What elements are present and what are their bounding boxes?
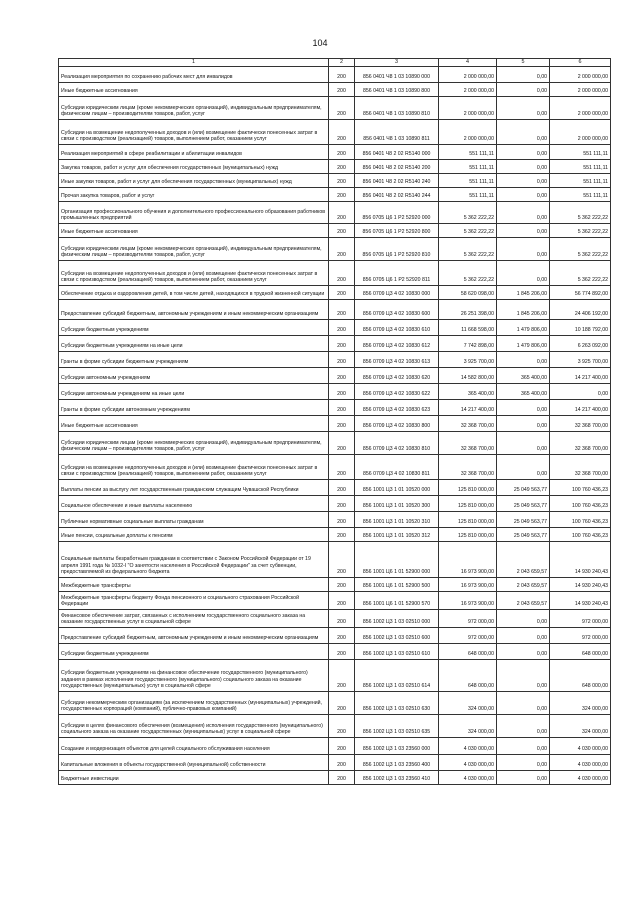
row-amount-cell: 972 000,00 bbox=[439, 609, 497, 627]
row-amount-cell: 4 030 000,00 bbox=[439, 737, 497, 754]
row-change-cell: 0,00 bbox=[497, 659, 550, 691]
row-code-cell: 200 bbox=[329, 367, 355, 383]
row-code-cell: 200 bbox=[329, 66, 355, 82]
row-name-cell: Межбюджетные трансферты бюджету Фонда пенсионного и социального страхования Российской Федерации bbox=[59, 591, 329, 609]
row-change-cell: 0,00 bbox=[497, 201, 550, 223]
row-code-cell: 200 bbox=[329, 299, 355, 319]
row-total-cell: 0,00 bbox=[550, 383, 611, 399]
row-total-cell: 551 111,11 bbox=[550, 187, 611, 201]
row-name-cell: Субсидии бюджетным учреждениям на финансовое обеспечение государственного (муниципального) задания в рамках исполнения государственного (муниципального) социального заказа на оказание государственных (муниципальных) услуг в социальной сфере bbox=[59, 659, 329, 691]
row-change-cell: 0,00 bbox=[497, 754, 550, 770]
row-amount-cell: 4 030 000,00 bbox=[439, 754, 497, 770]
row-code-cell: 200 bbox=[329, 144, 355, 159]
row-kbk-cell: 856 1002 Ц3 1 03 02510 600 bbox=[355, 627, 439, 643]
row-total-cell: 324 000,00 bbox=[550, 691, 611, 714]
table-row bbox=[59, 299, 611, 319]
row-kbk-cell: 856 0705 Ц6 1 P2 52920 800 bbox=[355, 223, 439, 237]
row-change-cell: 0,00 bbox=[497, 119, 550, 144]
row-kbk-cell: 856 1001 Ц3 1 01 10520 310 bbox=[355, 511, 439, 527]
row-amount-cell: 648 000,00 bbox=[439, 643, 497, 659]
row-total-cell: 4 030 000,00 bbox=[550, 737, 611, 754]
row-change-cell: 0,00 bbox=[497, 609, 550, 627]
row-code-cell: 200 bbox=[329, 159, 355, 173]
row-change-cell: 2 043 659,57 bbox=[497, 577, 550, 591]
row-total-cell: 5 362 222,22 bbox=[550, 201, 611, 223]
row-kbk-cell: 856 1002 Ц3 1 03 23560 410 bbox=[355, 770, 439, 784]
table-row bbox=[59, 643, 611, 659]
row-kbk-cell: 856 0401 Ч8 2 02 R5140 244 bbox=[355, 187, 439, 201]
table-row bbox=[59, 527, 611, 541]
row-kbk-cell: 856 0709 Ц3 4 02 10830 811 bbox=[355, 454, 439, 479]
row-name-cell: Субсидии автономным учреждениям bbox=[59, 367, 329, 383]
row-kbk-cell: 856 0709 Ц3 4 02 10830 613 bbox=[355, 351, 439, 367]
table-row bbox=[59, 591, 611, 609]
table-row bbox=[59, 335, 611, 351]
row-code-cell: 200 bbox=[329, 754, 355, 770]
row-name-cell: Субсидии на возмещение недополученных доходов и (или) возмещение фактически понесенных затрат в связи с производством (реализацией) товаров, выполнением работ, оказанием услуг bbox=[59, 119, 329, 144]
row-kbk-cell: 856 1002 Ц3 1 03 02510 630 bbox=[355, 691, 439, 714]
row-name-cell: Субсидии некоммерческим организациям (за исключением государственных (муниципальных) учреждений, государственных корпораций (компаний), публично-правовых компаний) bbox=[59, 691, 329, 714]
row-change-cell: 0,00 bbox=[497, 714, 550, 737]
row-name-cell: Реализация мероприятия по сохранению рабочих мест для инвалидов bbox=[59, 66, 329, 82]
table-row bbox=[59, 351, 611, 367]
row-kbk-cell: 856 0401 Ч8 1 03 10890 800 bbox=[355, 82, 439, 96]
row-amount-cell: 972 000,00 bbox=[439, 627, 497, 643]
table-row bbox=[59, 431, 611, 454]
table-header-row bbox=[59, 59, 611, 67]
row-amount-cell: 3 925 700,00 bbox=[439, 351, 497, 367]
row-change-cell: 0,00 bbox=[497, 399, 550, 415]
row-total-cell: 100 760 436,23 bbox=[550, 479, 611, 495]
row-code-cell: 200 bbox=[329, 285, 355, 299]
table-body bbox=[59, 66, 611, 784]
row-total-cell: 14 930 240,43 bbox=[550, 591, 611, 609]
row-name-cell: Бюджетные инвестиции bbox=[59, 770, 329, 784]
row-total-cell: 5 362 222,22 bbox=[550, 223, 611, 237]
row-amount-cell: 26 251 398,00 bbox=[439, 299, 497, 319]
row-code-cell: 200 bbox=[329, 173, 355, 187]
row-total-cell: 3 925 700,00 bbox=[550, 351, 611, 367]
row-change-cell: 365 400,00 bbox=[497, 367, 550, 383]
row-amount-cell: 32 368 700,00 bbox=[439, 415, 497, 431]
table-row bbox=[59, 737, 611, 754]
row-code-cell: 200 bbox=[329, 335, 355, 351]
row-change-cell: 2 043 659,57 bbox=[497, 541, 550, 577]
row-total-cell: 56 774 892,00 bbox=[550, 285, 611, 299]
row-total-cell: 5 362 222,22 bbox=[550, 237, 611, 260]
row-total-cell: 32 368 700,00 bbox=[550, 431, 611, 454]
table-row bbox=[59, 383, 611, 399]
row-code-cell: 200 bbox=[329, 201, 355, 223]
row-kbk-cell: 856 0709 Ц3 4 02 10830 622 bbox=[355, 383, 439, 399]
row-kbk-cell: 856 0401 Ч8 1 03 10890 811 bbox=[355, 119, 439, 144]
row-code-cell: 200 bbox=[329, 714, 355, 737]
row-name-cell: Субсидии юридическим лицам (кроме некоммерческих организаций), индивидуальным предпринимателям, физическим лицам – производителям товаров, работ, услуг bbox=[59, 96, 329, 119]
row-kbk-cell: 856 1002 Ц3 1 03 02510 635 bbox=[355, 714, 439, 737]
table-row bbox=[59, 82, 611, 96]
row-kbk-cell: 856 0401 Ч8 2 02 R5140 200 bbox=[355, 159, 439, 173]
row-code-cell: 200 bbox=[329, 454, 355, 479]
row-name-cell: Субсидии на возмещение недополученных доходов и (или) возмещение фактически понесенных затрат в связи с производством (реализацией) товаров, выполнением работ, оказанием услуг bbox=[59, 260, 329, 285]
row-kbk-cell: 856 1002 Ц3 1 03 23560 400 bbox=[355, 754, 439, 770]
table-row bbox=[59, 144, 611, 159]
row-code-cell: 200 bbox=[329, 223, 355, 237]
row-name-cell: Предоставление субсидий бюджетным, автономным учреждениям и иным некоммерческим организациям bbox=[59, 627, 329, 643]
row-name-cell: Субсидии бюджетным учреждениям на иные цели bbox=[59, 335, 329, 351]
row-name-cell: Обеспечение отдыха и оздоровления детей, в том числе детей, находящихся в трудной жизненной ситуации bbox=[59, 285, 329, 299]
row-total-cell: 2 000 000,00 bbox=[550, 66, 611, 82]
table-row bbox=[59, 66, 611, 82]
table-row bbox=[59, 201, 611, 223]
table-row bbox=[59, 577, 611, 591]
row-kbk-cell: 856 1001 Ц6 1 01 52900 000 bbox=[355, 541, 439, 577]
table-row bbox=[59, 627, 611, 643]
row-total-cell: 551 111,11 bbox=[550, 159, 611, 173]
table-row bbox=[59, 691, 611, 714]
row-total-cell: 648 000,00 bbox=[550, 659, 611, 691]
row-code-cell: 200 bbox=[329, 591, 355, 609]
row-change-cell: 25 049 563,77 bbox=[497, 511, 550, 527]
column-header: 3 bbox=[355, 59, 439, 67]
row-amount-cell: 32 368 700,00 bbox=[439, 454, 497, 479]
row-kbk-cell: 856 0705 Ц6 1 P2 52920 810 bbox=[355, 237, 439, 260]
row-code-cell: 200 bbox=[329, 737, 355, 754]
row-change-cell: 365 400,00 bbox=[497, 383, 550, 399]
row-name-cell: Создание и модернизация объектов для целей социального обслуживания населения bbox=[59, 737, 329, 754]
row-name-cell: Прочая закупка товаров, работ и услуг bbox=[59, 187, 329, 201]
row-code-cell: 200 bbox=[329, 541, 355, 577]
row-change-cell: 0,00 bbox=[497, 431, 550, 454]
row-name-cell: Публичные нормативные социальные выплаты гражданам bbox=[59, 511, 329, 527]
row-name-cell: Субсидии юридическим лицам (кроме некоммерческих организаций), индивидуальным предпринимателям, физическим лицам – производителям товаров, работ, услуг bbox=[59, 237, 329, 260]
table-row bbox=[59, 511, 611, 527]
row-amount-cell: 2 000 000,00 bbox=[439, 66, 497, 82]
row-kbk-cell: 856 1001 Ц3 1 01 10520 000 bbox=[355, 479, 439, 495]
row-total-cell: 100 760 436,23 bbox=[550, 527, 611, 541]
row-name-cell: Социальное обеспечение и иные выплаты населению bbox=[59, 495, 329, 511]
row-change-cell: 0,00 bbox=[497, 82, 550, 96]
row-change-cell: 0,00 bbox=[497, 691, 550, 714]
row-change-cell: 0,00 bbox=[497, 223, 550, 237]
row-kbk-cell: 856 0709 Ц3 4 02 10830 612 bbox=[355, 335, 439, 351]
row-name-cell: Капитальные вложения в объекты государственной (муниципальной) собственности bbox=[59, 754, 329, 770]
row-code-cell: 200 bbox=[329, 609, 355, 627]
table-row bbox=[59, 367, 611, 383]
row-code-cell: 200 bbox=[329, 119, 355, 144]
row-total-cell: 2 000 000,00 bbox=[550, 82, 611, 96]
table-row bbox=[59, 479, 611, 495]
row-name-cell: Субсидии в целях финансового обеспечения (возмещения) исполнения государственного (муниципального) социального заказа на оказание государственных (муниципальных) услуг в социальной сфере bbox=[59, 714, 329, 737]
row-change-cell: 0,00 bbox=[497, 770, 550, 784]
row-code-cell: 200 bbox=[329, 479, 355, 495]
row-amount-cell: 14 217 400,00 bbox=[439, 399, 497, 415]
row-change-cell: 25 049 563,77 bbox=[497, 527, 550, 541]
row-amount-cell: 648 000,00 bbox=[439, 659, 497, 691]
row-kbk-cell: 856 0401 Ч8 1 03 10890 000 bbox=[355, 66, 439, 82]
row-change-cell: 0,00 bbox=[497, 737, 550, 754]
row-name-cell: Иные пенсии, социальные доплаты к пенсиям bbox=[59, 527, 329, 541]
row-code-cell: 200 bbox=[329, 96, 355, 119]
row-change-cell: 0,00 bbox=[497, 66, 550, 82]
row-amount-cell: 16 973 900,00 bbox=[439, 541, 497, 577]
row-amount-cell: 324 000,00 bbox=[439, 691, 497, 714]
column-header: 5 bbox=[497, 59, 550, 67]
row-code-cell: 200 bbox=[329, 643, 355, 659]
row-total-cell: 14 217 400,00 bbox=[550, 367, 611, 383]
row-code-cell: 200 bbox=[329, 659, 355, 691]
row-change-cell: 25 049 563,77 bbox=[497, 495, 550, 511]
row-name-cell: Иные бюджетные ассигнования bbox=[59, 82, 329, 96]
row-name-cell: Финансовое обеспечение затрат, связанных с исполнением государственного социального заказа на оказание государственных услуг в социальной сфере bbox=[59, 609, 329, 627]
row-name-cell: Субсидии на возмещение недополученных доходов и (или) возмещение фактически понесенных затрат в связи с производством (реализацией) товаров, выполнением работ, оказанием услуг bbox=[59, 454, 329, 479]
row-change-cell: 1 479 806,00 bbox=[497, 335, 550, 351]
row-total-cell: 14 217 400,00 bbox=[550, 399, 611, 415]
row-name-cell: Иные бюджетные ассигнования bbox=[59, 415, 329, 431]
row-amount-cell: 324 000,00 bbox=[439, 714, 497, 737]
row-name-cell: Реализация мероприятий в сфере реабилитации и абилитации инвалидов bbox=[59, 144, 329, 159]
row-kbk-cell: 856 0401 Ч8 1 03 10890 810 bbox=[355, 96, 439, 119]
row-code-cell: 200 bbox=[329, 383, 355, 399]
row-amount-cell: 2 000 000,00 bbox=[439, 119, 497, 144]
row-name-cell: Субсидии бюджетным учреждениям bbox=[59, 319, 329, 335]
table-row bbox=[59, 319, 611, 335]
row-code-cell: 200 bbox=[329, 770, 355, 784]
table-row bbox=[59, 223, 611, 237]
row-kbk-cell: 856 1002 Ц3 1 03 02510 000 bbox=[355, 609, 439, 627]
row-change-cell: 0,00 bbox=[497, 173, 550, 187]
row-total-cell: 324 000,00 bbox=[550, 714, 611, 737]
row-total-cell: 100 760 436,23 bbox=[550, 511, 611, 527]
row-kbk-cell: 856 0709 Ц3 4 02 10830 620 bbox=[355, 367, 439, 383]
row-kbk-cell: 856 0401 Ч8 2 02 R5140 240 bbox=[355, 173, 439, 187]
table-row bbox=[59, 187, 611, 201]
table-row bbox=[59, 495, 611, 511]
table-row bbox=[59, 754, 611, 770]
row-change-cell: 0,00 bbox=[497, 237, 550, 260]
row-change-cell: 0,00 bbox=[497, 144, 550, 159]
row-change-cell: 0,00 bbox=[497, 454, 550, 479]
row-amount-cell: 551 111,11 bbox=[439, 159, 497, 173]
row-name-cell: Субсидии автономным учреждениям на иные цели bbox=[59, 383, 329, 399]
row-name-cell: Иные закупки товаров, работ и услуг для обеспечения государственных (муниципальных) нужд bbox=[59, 173, 329, 187]
row-name-cell: Гранты в форме субсидии бюджетным учреждениям bbox=[59, 351, 329, 367]
row-amount-cell: 125 810 000,00 bbox=[439, 511, 497, 527]
table-row bbox=[59, 237, 611, 260]
row-total-cell: 24 406 192,00 bbox=[550, 299, 611, 319]
row-kbk-cell: 856 0705 Ц6 1 P2 52920 000 bbox=[355, 201, 439, 223]
row-code-cell: 200 bbox=[329, 319, 355, 335]
row-name-cell: Гранты в форме субсидии автономным учреждениям bbox=[59, 399, 329, 415]
row-change-cell: 0,00 bbox=[497, 159, 550, 173]
row-total-cell: 6 263 092,00 bbox=[550, 335, 611, 351]
row-change-cell: 0,00 bbox=[497, 260, 550, 285]
row-total-cell: 972 000,00 bbox=[550, 609, 611, 627]
row-amount-cell: 551 111,11 bbox=[439, 144, 497, 159]
row-total-cell: 2 000 000,00 bbox=[550, 96, 611, 119]
row-total-cell: 2 000 000,00 bbox=[550, 119, 611, 144]
column-header: 6 bbox=[550, 59, 611, 67]
row-kbk-cell: 856 0709 Ц3 4 02 10830 810 bbox=[355, 431, 439, 454]
table-row bbox=[59, 541, 611, 577]
row-code-cell: 200 bbox=[329, 399, 355, 415]
row-amount-cell: 14 582 800,00 bbox=[439, 367, 497, 383]
row-kbk-cell: 856 1001 Ц3 1 01 10520 300 bbox=[355, 495, 439, 511]
row-name-cell: Субсидии юридическим лицам (кроме некоммерческих организаций), индивидуальным предпринимателям, физическим лицам – производителям товаров, работ, услуг bbox=[59, 431, 329, 454]
row-kbk-cell: 856 1002 Ц3 1 03 23560 000 bbox=[355, 737, 439, 754]
row-name-cell: Закупка товаров, работ и услуг для обеспечения государственных (муниципальных) нужд bbox=[59, 159, 329, 173]
row-amount-cell: 5 362 222,22 bbox=[439, 237, 497, 260]
row-total-cell: 32 368 700,00 bbox=[550, 415, 611, 431]
row-total-cell: 14 930 240,43 bbox=[550, 541, 611, 577]
row-amount-cell: 2 000 000,00 bbox=[439, 82, 497, 96]
table-row bbox=[59, 714, 611, 737]
row-change-cell: 0,00 bbox=[497, 351, 550, 367]
row-change-cell: 0,00 bbox=[497, 187, 550, 201]
row-code-cell: 200 bbox=[329, 431, 355, 454]
row-total-cell: 551 111,11 bbox=[550, 173, 611, 187]
table-row bbox=[59, 173, 611, 187]
row-code-cell: 200 bbox=[329, 527, 355, 541]
row-code-cell: 200 bbox=[329, 187, 355, 201]
row-amount-cell: 551 111,11 bbox=[439, 173, 497, 187]
row-kbk-cell: 856 1001 Ц6 1 01 52900 570 bbox=[355, 591, 439, 609]
row-amount-cell: 125 810 000,00 bbox=[439, 527, 497, 541]
row-kbk-cell: 856 0709 Ц3 4 02 10830 610 bbox=[355, 319, 439, 335]
row-code-cell: 200 bbox=[329, 627, 355, 643]
table-row bbox=[59, 770, 611, 784]
row-amount-cell: 5 362 222,22 bbox=[439, 260, 497, 285]
row-kbk-cell: 856 1002 Ц3 1 03 02510 614 bbox=[355, 659, 439, 691]
row-code-cell: 200 bbox=[329, 237, 355, 260]
row-name-cell: Межбюджетные трансферты bbox=[59, 577, 329, 591]
row-name-cell: Выплаты пенсии за выслугу лет государственным гражданским служащим Чувашской Республики bbox=[59, 479, 329, 495]
row-total-cell: 4 030 000,00 bbox=[550, 770, 611, 784]
row-code-cell: 200 bbox=[329, 351, 355, 367]
row-amount-cell: 365 400,00 bbox=[439, 383, 497, 399]
row-change-cell: 1 479 806,00 bbox=[497, 319, 550, 335]
row-amount-cell: 16 973 900,00 bbox=[439, 577, 497, 591]
table-row bbox=[59, 119, 611, 144]
row-kbk-cell: 856 1001 Ц3 1 01 10520 312 bbox=[355, 527, 439, 541]
row-amount-cell: 125 810 000,00 bbox=[439, 495, 497, 511]
row-name-cell: Предоставление субсидий бюджетным, автономным учреждениям и иным некоммерческим организациям bbox=[59, 299, 329, 319]
row-code-cell: 200 bbox=[329, 82, 355, 96]
row-code-cell: 200 bbox=[329, 260, 355, 285]
row-total-cell: 10 188 792,00 bbox=[550, 319, 611, 335]
table-row bbox=[59, 399, 611, 415]
row-total-cell: 648 000,00 bbox=[550, 643, 611, 659]
row-kbk-cell: 856 0709 Ц3 4 02 10830 623 bbox=[355, 399, 439, 415]
table-row bbox=[59, 159, 611, 173]
budget-table bbox=[58, 58, 611, 785]
row-kbk-cell: 856 0401 Ч8 2 02 R5140 000 bbox=[355, 144, 439, 159]
row-change-cell: 1 845 206,00 bbox=[497, 285, 550, 299]
row-amount-cell: 125 810 000,00 bbox=[439, 479, 497, 495]
row-code-cell: 200 bbox=[329, 511, 355, 527]
row-total-cell: 100 760 436,23 bbox=[550, 495, 611, 511]
table-row bbox=[59, 260, 611, 285]
row-amount-cell: 4 030 000,00 bbox=[439, 770, 497, 784]
row-name-cell: Иные бюджетные ассигнования bbox=[59, 223, 329, 237]
row-change-cell: 25 049 563,77 bbox=[497, 479, 550, 495]
row-name-cell: Организация профессионального обучения и дополнительного профессионального образования работников промышленных предприятий bbox=[59, 201, 329, 223]
column-header: 2 bbox=[329, 59, 355, 67]
row-total-cell: 5 362 222,22 bbox=[550, 260, 611, 285]
row-total-cell: 972 000,00 bbox=[550, 627, 611, 643]
row-total-cell: 32 368 700,00 bbox=[550, 454, 611, 479]
table-row bbox=[59, 285, 611, 299]
row-total-cell: 551 111,11 bbox=[550, 144, 611, 159]
table-row bbox=[59, 659, 611, 691]
row-amount-cell: 32 368 700,00 bbox=[439, 431, 497, 454]
row-change-cell: 0,00 bbox=[497, 643, 550, 659]
row-code-cell: 200 bbox=[329, 691, 355, 714]
row-change-cell: 0,00 bbox=[497, 627, 550, 643]
table-row bbox=[59, 454, 611, 479]
row-kbk-cell: 856 0709 Ц3 4 02 10830 800 bbox=[355, 415, 439, 431]
row-code-cell: 200 bbox=[329, 495, 355, 511]
row-kbk-cell: 856 1002 Ц3 1 03 02510 610 bbox=[355, 643, 439, 659]
row-amount-cell: 5 362 222,22 bbox=[439, 201, 497, 223]
row-amount-cell: 7 742 898,00 bbox=[439, 335, 497, 351]
row-name-cell: Социальные выплаты безработным гражданам в соответствии с Законом Российской Федерации от 19 апреля 1991 года № 1032-I "О занятости населения в Российской Федерации" за счет субвенции, предоставляемой из федерального бюджета bbox=[59, 541, 329, 577]
row-code-cell: 200 bbox=[329, 577, 355, 591]
row-kbk-cell: 856 0709 Ц3 4 02 10830 600 bbox=[355, 299, 439, 319]
table-row bbox=[59, 609, 611, 627]
row-name-cell: Субсидии бюджетным учреждениям bbox=[59, 643, 329, 659]
page-number: 104 bbox=[312, 38, 328, 48]
row-amount-cell: 16 973 900,00 bbox=[439, 591, 497, 609]
row-amount-cell: 2 000 000,00 bbox=[439, 96, 497, 119]
row-change-cell: 0,00 bbox=[497, 415, 550, 431]
row-code-cell: 200 bbox=[329, 415, 355, 431]
row-amount-cell: 5 362 222,22 bbox=[439, 223, 497, 237]
row-kbk-cell: 856 1001 Ц6 1 01 52900 500 bbox=[355, 577, 439, 591]
row-amount-cell: 551 111,11 bbox=[439, 187, 497, 201]
row-amount-cell: 58 620 098,00 bbox=[439, 285, 497, 299]
table-row bbox=[59, 96, 611, 119]
column-header: 4 bbox=[439, 59, 497, 67]
row-change-cell: 1 845 206,00 bbox=[497, 299, 550, 319]
column-header: 1 bbox=[59, 59, 329, 67]
row-total-cell: 14 930 240,43 bbox=[550, 577, 611, 591]
row-change-cell: 2 043 659,57 bbox=[497, 591, 550, 609]
row-kbk-cell: 856 0705 Ц6 1 P2 52920 811 bbox=[355, 260, 439, 285]
row-amount-cell: 11 668 598,00 bbox=[439, 319, 497, 335]
row-total-cell: 4 030 000,00 bbox=[550, 754, 611, 770]
table-row bbox=[59, 415, 611, 431]
row-kbk-cell: 856 0709 Ц3 4 02 10830 000 bbox=[355, 285, 439, 299]
row-change-cell: 0,00 bbox=[497, 96, 550, 119]
